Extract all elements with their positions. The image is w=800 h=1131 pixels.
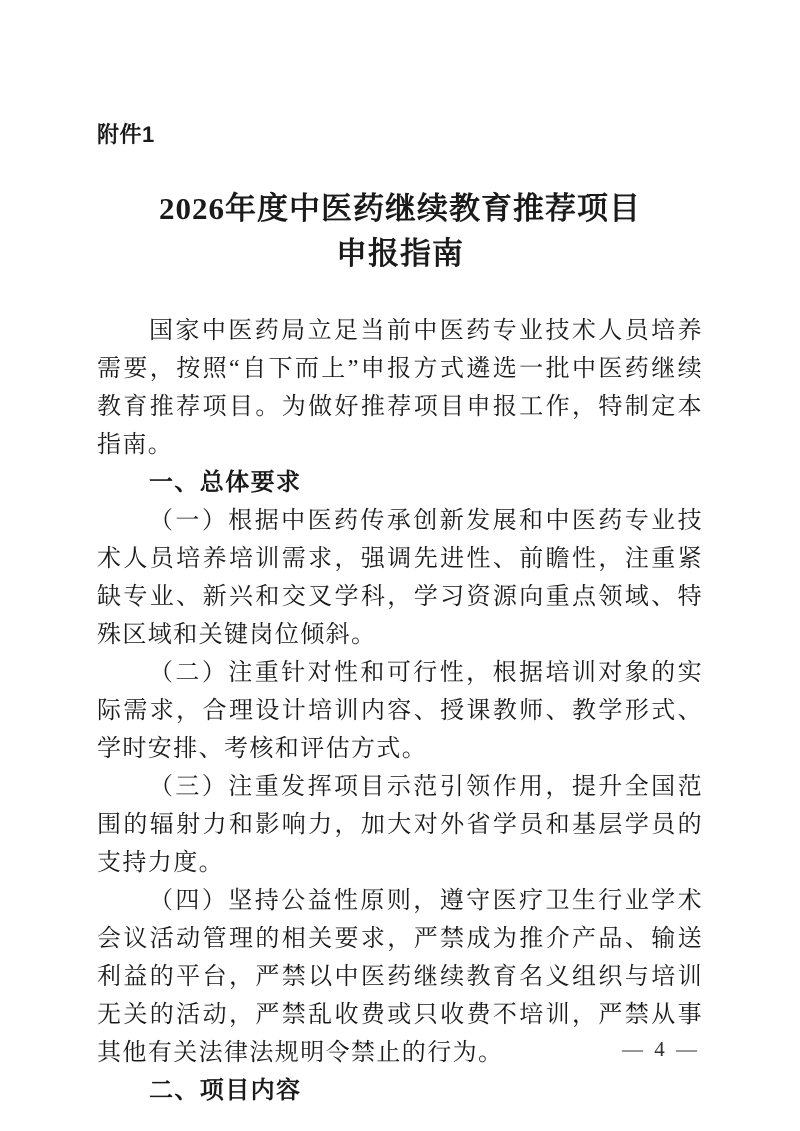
page-title-line-2: 申报指南	[336, 236, 464, 271]
section-1-paragraph-4: （四）坚持公益性原则，遵守医疗卫生行业学术会议活动管理的相关要求，严禁成为推介产品、输送利益的平台，严禁以中医药继续教育名义组织与培训无关的活动，严禁乱收费或只收费不培训，严禁从事其他有关法律法规明令禁止的行为。	[97, 888, 703, 1066]
page-title	[97, 186, 703, 276]
section-1-paragraph-1: （一）根据中医药传承创新发展和中医药专业技术人员培养培训需求，强调先进性、前瞻性，注重紧缺专业、新兴和交叉学科，学习资源向重点领域、特殊区域和关键岗位倾斜。	[97, 508, 703, 648]
section-heading-1: 一、总体要求	[149, 469, 302, 496]
section-1-paragraph-2: （二）注重针对性和可行性，根据培训对象的实际需求，合理设计培训内容、授课教师、教学形式、学时安排、考核和评估方式。	[97, 660, 703, 762]
page-number-footer: — 4 —	[622, 1037, 700, 1061]
section-heading-2: 二、项目内容	[149, 1077, 302, 1104]
attachment-label: 附件1	[97, 122, 155, 147]
intro-paragraph: 国家中医药局立足当前中医药专业技术人员培养需要，按照“自下而上”申报方式遴选一批中医药继续教育推荐项目。为做好推荐项目申报工作，特制定本指南。	[97, 318, 703, 458]
page-title-line-1: 2026年度中医药继续教育推荐项目	[159, 191, 641, 226]
document-body	[97, 312, 703, 1110]
section-1-paragraph-3: （三）注重发挥项目示范引领作用，提升全国范围的辐射力和影响力，加大对外省学员和基层学员的支持力度。	[97, 774, 703, 876]
